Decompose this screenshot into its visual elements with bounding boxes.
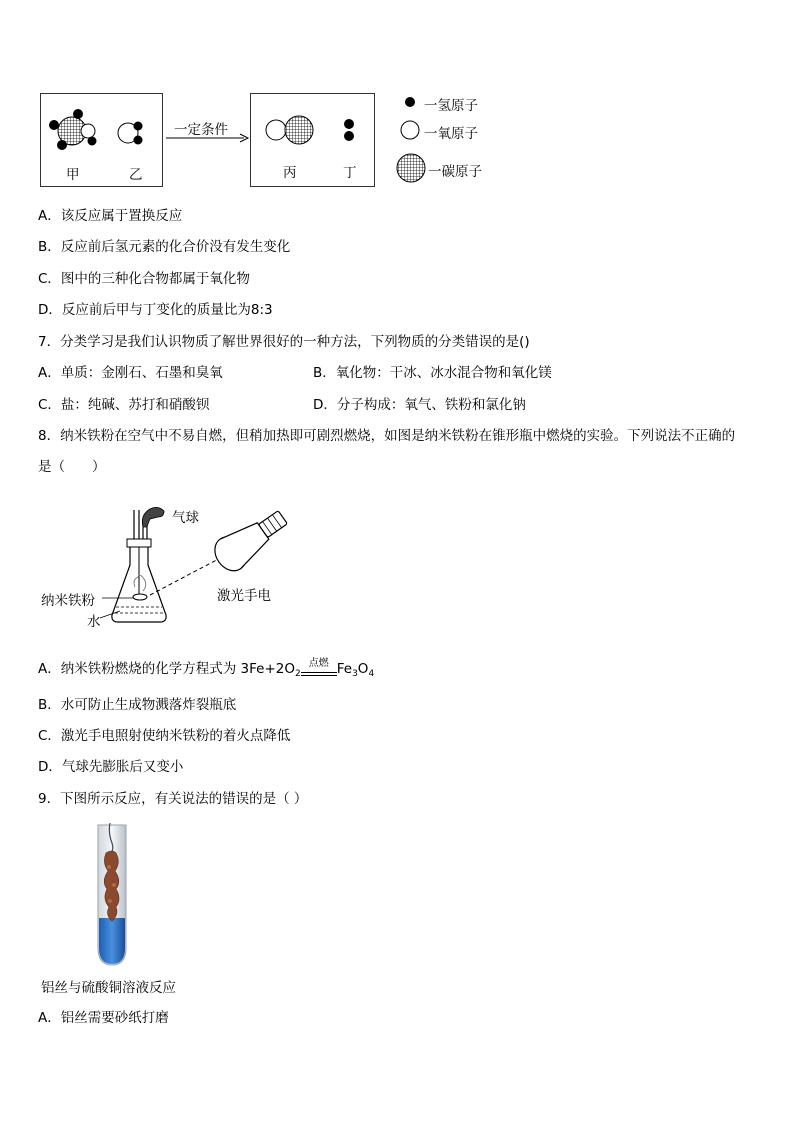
test-tube-figure [92, 823, 132, 968]
q7-option-d: D．分子构成：氧气、铁粉和氯化钠 [313, 397, 526, 413]
hydrogen-atom [88, 137, 97, 146]
hydrogen-atom [344, 119, 354, 129]
q6-option-a: A．该反应属于置换反应 [38, 208, 183, 224]
test-tube-caption: 铝丝与硫酸铜溶液反应 [41, 980, 176, 996]
q8-stem-line2: 是（ ） [38, 459, 106, 475]
label-ding: 丁 [343, 165, 357, 181]
carbon-atom-legend-icon [397, 154, 425, 182]
label-jia: 甲 [66, 167, 80, 183]
hydrogen-atom [49, 120, 59, 130]
q6-option-c: C．图中的三种化合物都属于氧化物 [38, 271, 250, 287]
reactant-molecules [40, 93, 162, 187]
reaction-arrow-icon [164, 133, 250, 143]
q8-stem-line1: 8．纳米铁粉在空气中不易自燃，但稍加热即可剧烈燃烧，如图是纳米铁粉在锥形瓶中燃烧的实验。下列说法不正确的 [38, 428, 736, 444]
hydrogen-atom [73, 109, 83, 119]
legend-carbon: 一碳原子 [428, 164, 482, 180]
iron-powder-spoon [133, 594, 147, 600]
oxygen-atom-legend-icon [401, 121, 419, 139]
hydrogen-atom [134, 122, 143, 131]
copper-sulfate-solution [99, 918, 125, 964]
hydrogen-atom [57, 140, 67, 150]
legend-hydrogen: 一氢原子 [424, 98, 478, 114]
hydrogen-atom [344, 131, 354, 141]
hydrogen-atom [134, 136, 143, 145]
laser-flashlight [209, 502, 294, 576]
q8-option-d: D．气球先膨胀后又变小 [38, 759, 184, 775]
hydrogen-atom-legend-icon [405, 97, 415, 107]
stopper [127, 539, 151, 547]
oxygen-atom [81, 124, 95, 138]
label-yi: 乙 [129, 167, 143, 183]
fig-label-flashlight: 激光手电 [217, 588, 271, 604]
q8-option-b: B．水可防止生成物溅落炸裂瓶底 [38, 697, 237, 713]
q7-option-c: C．盐：纯碱、苏打和硝酸钡 [38, 397, 210, 413]
q8-option-a-text: A．纳米铁粉燃烧的化学方程式为 3Fe+2O [38, 661, 295, 677]
q8-option-c: C．激光手电照射使纳米铁粉的着火点降低 [38, 728, 291, 744]
q7-option-b: B．氧化物：干冰、冰水混合物和氧化镁 [313, 365, 552, 381]
legend-oxygen: 一氧原子 [424, 126, 478, 142]
oxygen-atom [266, 120, 286, 140]
fig-label-balloon: 气球 [172, 510, 199, 526]
fig-label-water: 水 [87, 614, 101, 630]
q7-stem: 7．分类学习是我们认识物质了解世界很好的一种方法，下列物质的分类错误的是() [38, 334, 530, 350]
q9-stem: 9．下图所示反应，有关说法的错误的是（ ） [38, 791, 308, 807]
fig-label-iron-powder: 纳米铁粉 [41, 593, 95, 609]
reaction-condition-arrow [301, 660, 337, 680]
balloon [142, 507, 164, 527]
q7-option-a: A．单质：金刚石、石墨和臭氧 [38, 365, 223, 381]
q6-option-b: B．反应前后氢元素的化合价没有发生变化 [38, 239, 291, 255]
q6-option-d: D．反应前后甲与丁变化的质量比为8:3 [38, 302, 273, 318]
label-bing: 丙 [283, 165, 297, 181]
carbon-atom [285, 116, 313, 144]
q8-option-a: A．纳米铁粉燃烧的化学方程式为 $3Fe+2O_2^{点燃}$ $Fe_3O_4$ [38, 658, 375, 679]
q9-option-a: A．铝丝需要砂纸打磨 [38, 1010, 169, 1026]
reaction-condition: 一定条件 [174, 122, 228, 138]
flask-experiment-figure [40, 495, 300, 635]
condition-ignite: 点燃 [308, 658, 329, 669]
